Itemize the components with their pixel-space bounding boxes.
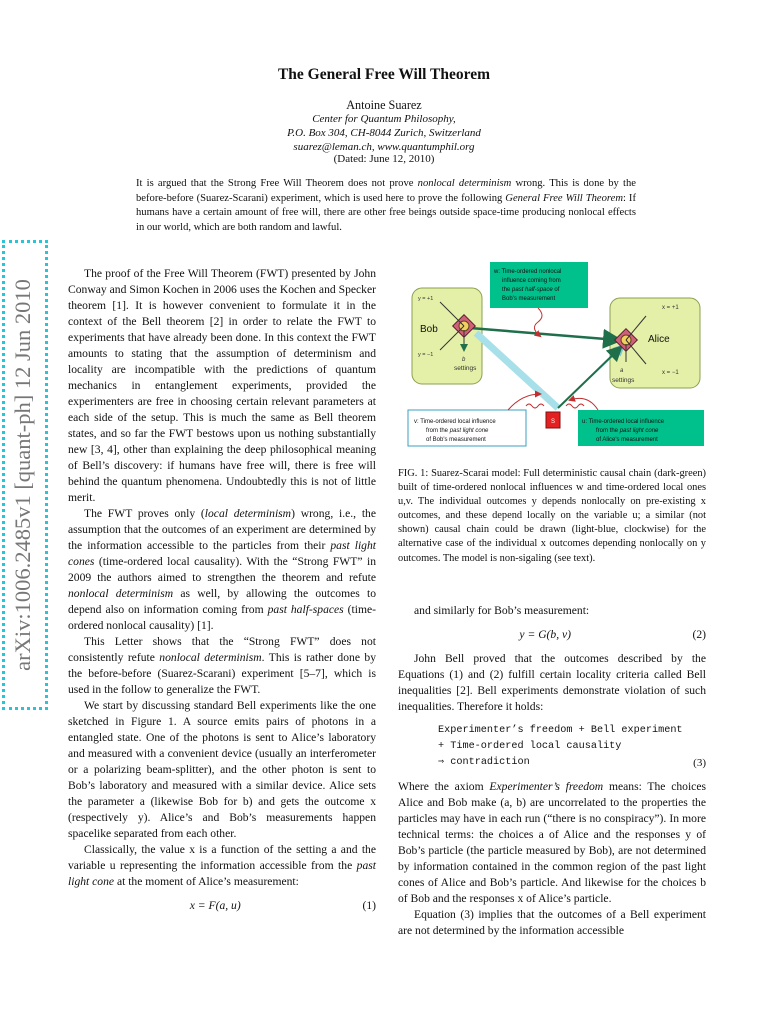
right-column [398,603,706,939]
paragraph-bob-measurement: and similarly for Bob’s measurement: [414,604,590,617]
eq3-number: (3) [693,757,706,769]
author-name: Antoine Suarez [346,98,422,112]
eq3-line-1: Experimenter’s freedom + Bell experiment [438,725,683,736]
w-pointer [534,308,542,336]
paper-title: The General Free Will Theorem [277,66,491,83]
suarez-scarani-diagram [398,258,710,458]
svg-text:y = +1: y = +1 [418,296,434,302]
w-label-text: w: Time-ordered nonlocal influence coming from the past half-space of Bob's measurement [494,269,562,302]
eq3-line-2: + Time-ordered local causality [438,741,622,752]
affiliation-contact: suarez@leman.ch, www.quantumphil.org [293,141,475,153]
photon-wave-right [566,404,584,408]
svg-text:y = −1: y = −1 [418,352,434,358]
v-label-text: v: Time-ordered local influence from the past light cone of Bob's measurement [414,419,496,443]
svg-text:x = +1: x = +1 [662,305,679,311]
alice-label: Alice [648,334,670,345]
photon-wave-left [526,404,544,408]
paragraph-bell-proof: John Bell proved that the outcomes described by the Equations (1) and (2) fulfill certain locality criteria called Bell inequalities [2]. Bell experiments demonstrate violation of such inequalities. Therefore it holds: [398,652,706,713]
dated-line: (Dated: June 12, 2010) [333,153,435,165]
paragraph-intro: The proof of the Free Will Theorem (FWT) presented by John Conway and Simon Kochen in 2006 uses the Kochen and Specker theorem [1]. It is however convenient to formulate it in the context of the Bell theorem [2] in order to relate the FWT to experiments that have already been done. In this context the FWT amounts to stating that the assumption of determinism and locality are incompatible with the predictions of quantum mechanics in entanglement experiments, provided the experimenters are free in choosing certain relevant parameters at each side of the setup. This is much the same as Bell theorem states, and so far the FWT bestows upon us nothing substantially new [3, 4], other than explaining the deep philosophical meaning of Bell’s discovery: if humans have free will, there is free will behind the quantum phenomena. Undoubtedly this is not of little merit. [68,267,376,504]
abstract: It is argued that the Strong Free Will Theorem does not prove nonlocal determinism wrong. This is done by the before-before (Suarez-Scarani) experiment, which is used here to prove the following General Free Will Theorem: If humans have a certain amount of free will, there are other free beings outside space-time producing nonlocal effects in our world, which are both random and lawful. [136,178,636,233]
arxiv-identifier[interactable]: arXiv:1006.2485v1 [quant-ph] 12 Jun 2010 [10,279,35,671]
paragraph-axiom: Where the axiom Experimenter’s freedom means: The choices Alice and Bob make (a, b) are uncorrelated to the properties the particles may have in each run (“there is no conspiracy”). In more technical terms: the choices a of Alice and the responses y of Bob’s particle (the particle measured by Bob), are not determined by information contained in the common region of the past light cones of Alice and Bob’s particle. And likewise for the choices b of Bob and the responses x of Alice’s particle. [398,780,706,905]
svg-text:S: S [550,419,556,425]
paragraph-bell-experiment: We start by discussing standard Bell experiments like the one sketched in Figure 1. A source emits pairs of photons in a entangled state. One of the photons is sent to Alice’s laboratory and measured with a convenient device (usually an interferometer or a polarizing beam-splitter), and the other photon is sent to Bob’s laboratory and measured with a similar device. Alice sets the parameter a (likewise Bob for b) and gets the outcome x (respectively y). Alice’s and Bob’s measurements happen spacelike separated from each other. [68,699,376,840]
paragraph-letter: This Letter shows that the “Strong FWT” does not consistently refute nonlocal determinism. This is rather done by the before-before (Suarez-Scarani) experiment [5–7], which is used in the follow to generalize the FWT. [68,635,376,696]
light-blue-chain [476,333,558,408]
affiliation-line: Center for Quantum Philosophy, [312,113,456,125]
paragraph-classical: Classically, the value x is a function of the setting a and the variable u representing the information accessible from the past light cone at the moment of Alice’s measurement: [68,843,376,888]
paragraph-equation-3: Equation (3) implies that the outcomes of a Bell experiment are not determined by the information accessible [398,908,706,937]
left-column [68,266,376,922]
affiliation-address: P.O. Box 304, CH-8044 Zurich, Switzerland [287,127,481,139]
equation-3 [438,723,706,771]
equation-1: x = F(a, u) (1) [189,899,376,912]
svg-text:settings: settings [454,365,477,372]
svg-text:settings: settings [612,377,635,384]
svg-text:x = −1: x = −1 [662,370,679,376]
figure-1 [398,258,710,458]
svg-text:b: b [462,357,466,363]
eq3-line-3: ⇒ contradiction [438,757,530,768]
bob-label: Bob [420,324,438,335]
dark-green-chain [470,328,618,340]
svg-text:a: a [620,368,624,374]
paragraph-fwt: The FWT proves only (local determinism) wrong, i.e., the assumption that the outcomes of an experiment are determined by the information accessible to the particles from their past light cones (time-ordered local causality). With the “Strong FWT” in 2009 the authors aimed to strengthen the theorem and refute nonlocal determinism as well, by allowing the outcomes to depend also on information coming from past half-spaces (time-ordered nonlocal causality) [1]. [68,507,376,632]
figure-caption: FIG. 1: Suarez-Scarai model: Full deterministic causal chain (dark-green) built of time-ordered nonlocal influences w and time-ordered local ones u,v. The individual outcomes y depends nonlocally on pre-existing x outcomes, and these depend locally on the variable u; a similar (not shown) causal chain could be drawn (light-blue, clockwise) for the alternative case of the individual x outcomes depending nonlocally on y outcomes. The model is non-sigaling (see text). [398,468,706,564]
equation-2: y = G(b, v) (2) [519,628,706,641]
u-label-text: u: Time-ordered local influence from the past light cone of Alice's measurement [582,419,665,443]
